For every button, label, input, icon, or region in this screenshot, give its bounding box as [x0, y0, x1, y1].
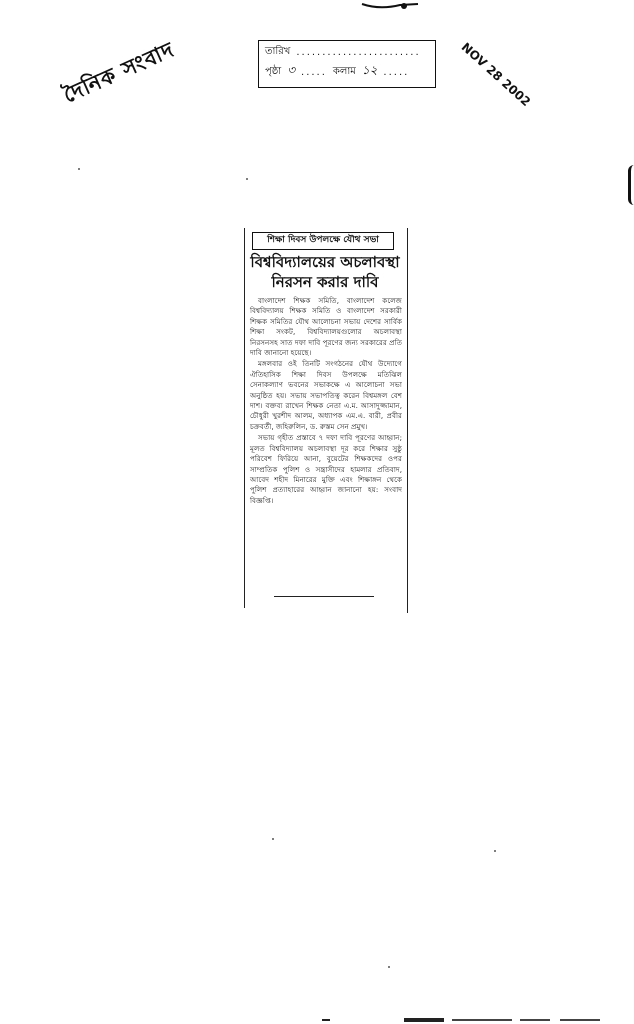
scan-speck [246, 178, 248, 180]
column-dots: ..... [383, 66, 410, 78]
top-scan-mark [360, 0, 420, 12]
column-label: কলাম [332, 65, 356, 77]
page-label: পৃষ্ঠা [265, 65, 282, 77]
scan-speck [78, 168, 80, 170]
date-stamp: NOV 28 2002 [458, 40, 534, 110]
scan-speck [388, 966, 390, 968]
page-value: ৩ [287, 63, 296, 77]
clipping-info-box [258, 40, 436, 88]
clip-bottom-rule [274, 596, 374, 599]
newspaper-clipping [244, 228, 408, 608]
headline-line-1: বিশ্ববিদ্যালয়ের অচলাবস্থা [250, 253, 400, 271]
bottom-scan-marks [0, 1016, 634, 1024]
page-edge-mark [628, 165, 634, 205]
scan-speck [272, 838, 274, 840]
page-column-row [265, 63, 409, 81]
article-kicker: শিক্ষা দিবস উপলক্ষে যৌথ সভা [252, 232, 394, 250]
article-paragraph: বাংলাদেশ শিক্ষক সমিতি, বাংলাদেশ কলেজ বিশ্ববিদ্যালয় শিক্ষক সমিতি ও বাংলাদেশ সরকারী শিক্ষক সমিতির যৌথ আলোচনা সভায় দেশের সার্বিক শিক্ষা সংকট, বিশ্ববিদ্যালয়গুলোর অচলাবস্থা নিরসনসহ সাত দফা দাবি পূরণের জন্য সরকারের প্রতি দাবি জানানো হয়েছে। [250, 296, 402, 358]
clip-right-edge [407, 228, 409, 613]
newspaper-name-handwritten: দৈনিক সংবাদ [59, 36, 178, 108]
date-dots: ........................ [296, 46, 421, 58]
article-paragraph: মঙ্গলবার ওই তিনটি সংগঠনের যৌথ উদ্যোগে ঐতিহাসিক শিক্ষা দিবস উপলক্ষে মতিঝিল সেনাকল্যাণ ভবনের সভাকক্ষে এ আলোচনা সভা অনুষ্ঠিত হয়। সভায় সভাপতিত্ব করেন বিশ্বমঙ্গল বেশ দাশ। বক্তব্য রাখেন শিক্ষক নেতা এ.ম. আসাদুজ্জামান, চৌধুরী খুরশীদ আলম, অধ্যাপক এম.এ. বারী, প্রবীর চক্রবর্তী, জহিরুলিন, ড. রুস্তম সেন প্রমুখ। [250, 359, 402, 431]
article-paragraph: সভায় গৃহীত প্রস্তাবে ৭ দফা দাবি পূরণের আহ্বান; মূলত বিশ্ববিদ্যালয় অচলাবস্থা দূর করে শিক্ষার সুষ্ঠু পরিবেশ ফিরিয়ে আনা, বুয়েটের শিক্ষকদের ওপর সাম্প্রতিক পুলিশ ও সন্ত্রাসীদের হামলার প্রতিবাদ, আবেদ শহীদ মিনারের মুক্তি এবং শিক্ষাঙ্গন থেকে পুলিশ প্রত্যাহারের আহ্বান জানানো হয়: সংবাদ বিজ্ঞপ্তি। [250, 433, 402, 505]
article-body [250, 296, 402, 507]
date-row [265, 43, 421, 61]
page-dots: ..... [301, 66, 327, 78]
headline-line-2: নিরসন করার দাবি [271, 273, 379, 291]
column-value: ১২ [361, 63, 378, 77]
date-label: তারিখ [265, 45, 291, 57]
article-headline [246, 252, 404, 292]
scan-speck [494, 850, 496, 852]
